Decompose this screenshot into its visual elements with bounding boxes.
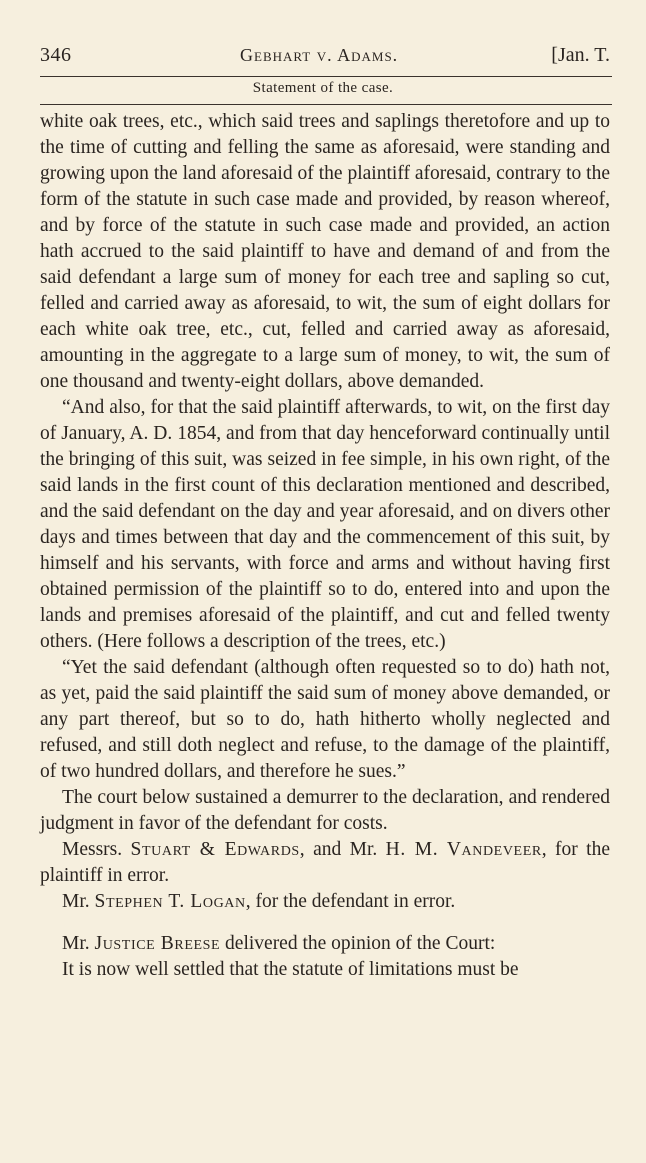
- counsel-role: , for the defendant in error.: [245, 891, 456, 912]
- opinion-prefix: Mr.: [62, 933, 90, 954]
- counsel-defendant-line: [40, 889, 610, 915]
- case-title: Gebhart v. Adams.: [240, 45, 399, 65]
- opinion-intro-line: [40, 931, 610, 957]
- paragraph-continuation: white oak trees, etc., which said trees and saplings theretofore and up to the time of cutting and felling the same as aforesaid, were standing and growing upon the land aforesaid of the plaintiff aforesaid, contrary to the form of the statute in such case made and provided, by reason whereof, and by force of the statute in such case made and provided, an action hath accrued to the said plaintiff to have and demand of and from the said defendant a large sum of money for each tree and sapling so cut, felled and carried away as aforesaid, to wit, the sum of eight dollars for each white oak tree, etc., cut, felled and carried away as aforesaid, amounting in the aggregate to a large sum of money, to wit, the sum of one thousand and twenty-eight dollars, above demanded.: [40, 111, 610, 392]
- running-header: [40, 44, 610, 74]
- opinion-statement: delivered the opinion of the Court:: [220, 933, 496, 954]
- counsel-name: Stuart & Edwards: [130, 839, 300, 860]
- counsel-name: Stephen T. Logan: [94, 891, 246, 912]
- term-label: [Jan. T.: [551, 44, 610, 66]
- paragraph-second-count: “And also, for that the said plaintiff afterwards, to wit, on the first day of January, A. D. 1854, and from that day henceforward continually until the bringing of this suit, was seized in fee simple, in his own right, of the said lands in the first count of this declaration mentioned and described, and the said defendant on the day and year aforesaid, and on divers other days and times between that day and the commencement of this suit, by himself and his servants, with force and arms and without having first obtained permission of the plaintiff so to do, entered into and upon the lands and premises aforesaid of the plaintiff, and cut and felled twenty others. (Here follows a description of the trees, etc.): [40, 397, 610, 652]
- opinion-first-line: It is now well settled that the statute of limitations must be: [62, 959, 519, 980]
- header-rule-bottom: [40, 104, 612, 105]
- counsel-connector: , and Mr.: [299, 839, 378, 860]
- counsel-prefix: Mr.: [62, 891, 90, 912]
- counsel-name: H. M. Vandeveer: [385, 839, 542, 860]
- counsel-role: , for the plaintiff in error.: [40, 839, 611, 886]
- paragraph-court-below: The court below sustained a demurrer to the declaration, and rendered judgment in favor of the defendant for costs.: [40, 787, 610, 834]
- counsel-prefix: Messrs.: [62, 839, 123, 860]
- justice-name: Justice Breese: [94, 933, 221, 954]
- page-number: 346: [40, 44, 72, 66]
- paragraph-demand: “Yet the said defendant (although often requested so to do) hath not, as yet, paid the said plaintiff the said sum of money above demanded, or any part thereof, but so to do, hath hitherto wholly neglected and refused, and still doth neglect and refuse, to the damage of the plaintiff, of two hundred dollars, and therefore he sues.”: [40, 657, 610, 782]
- section-subheader: Statement of the case.: [252, 80, 394, 96]
- counsel-plaintiff-line: [40, 837, 610, 889]
- body-text: [40, 109, 610, 983]
- header-rule-top: [40, 76, 612, 77]
